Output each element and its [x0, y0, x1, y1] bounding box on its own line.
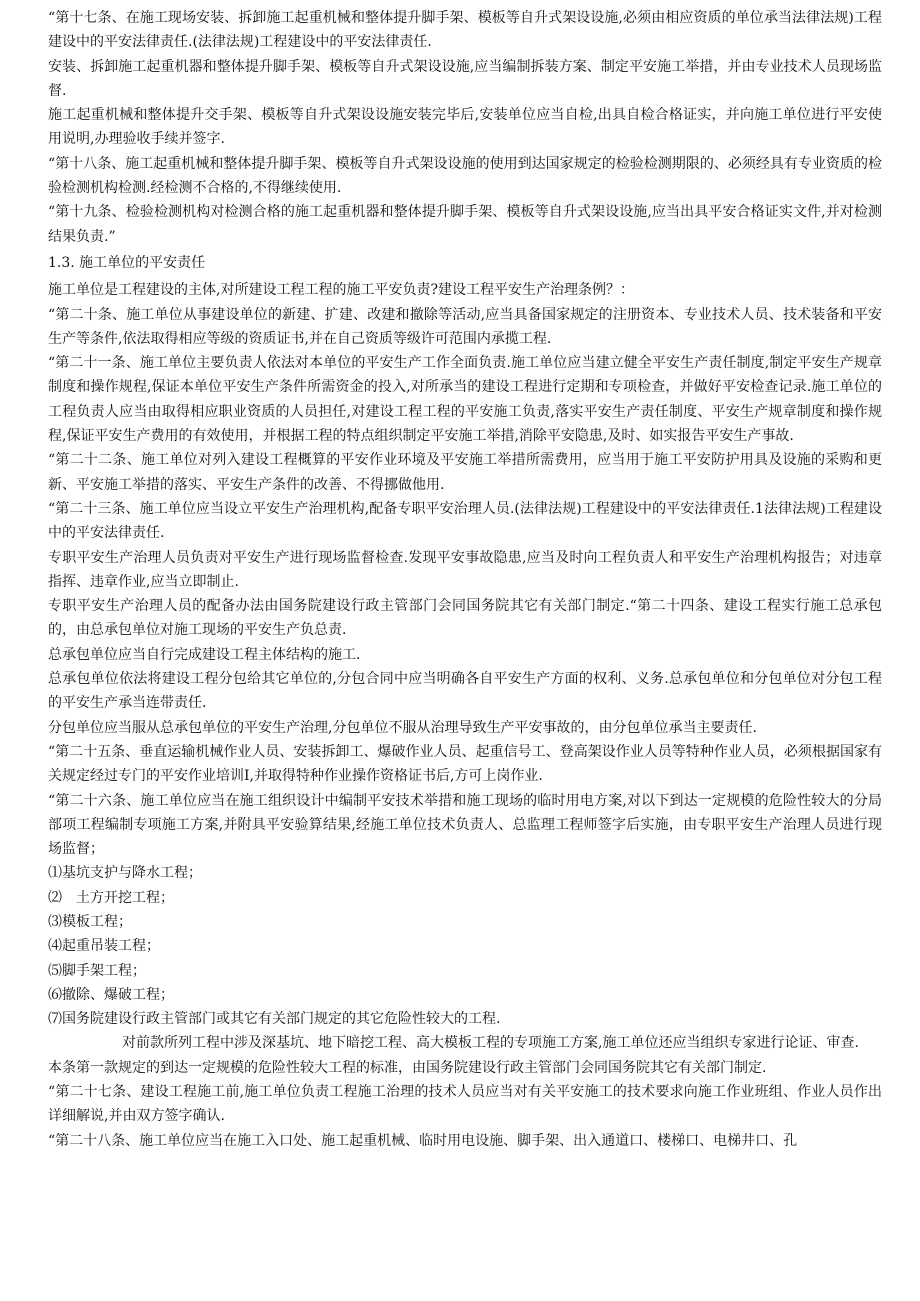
- paragraph: 总承包单位依法将建设工程分包给其它单位的,分包合同中应当明确各自平安生产方面的权利、义务.总承包单位和分包单位对分包工程的平安生产承当连带责任.: [48, 671, 882, 712]
- list-item: ⑴基坑支护与降水工程；: [48, 865, 202, 882]
- paragraph: “第二十五条、垂直运输机械作业人员、安装拆卸工、爆破作业人员、起重信号工、登高架设作业人员等特种作业人员，必须根据国家有关规定经过专门的平安作业培训Ⅰ,并取得特种作业操作资格证书后,方可上岗作业.: [48, 743, 882, 785]
- list-item: ⑺国务院建设行政主管部门或其它有关部门规定的其它危险性较大的工程.: [48, 1011, 501, 1028]
- paragraph: 专职平安生产治理人员的配备办法由国务院建设行政主管部门会同国务院其它有关部门制定.“第二十四条、建设工程实行施工总承包的，由总承包单位对施工现场的平安生产负总责.: [48, 598, 882, 639]
- paragraph: 专职平安生产治理人员负责对平安生产进行现场监督检查.发现平安事故隐患,应当及时向工程负责人和平安生产治理机构报告；对违章指挥、违章作业,应当立即制止.: [48, 549, 882, 590]
- list-item: ⑸脚手架工程；: [48, 962, 146, 979]
- paragraph: “第二十二条、施工单位对列入建设工程概算的平安作业环境及平安施工举措所需费用，应当用于施工平安防护用具及设施的采购和更新、平安施工举措的落实、平安生产条件的改善、不得挪做他用.: [48, 452, 882, 493]
- paragraph: “第十七条、在施工现场安装、拆卸施工起重机械和整体提升脚手架、模板等自升式架设设施,必须由相应资质的单位承当法律法规)工程建设中的平安法律责任.(法律法规)工程建设中的平安法律责任.: [48, 10, 882, 51]
- paragraph: 施工起重机械和整体提升交手架、模板等自升式架设设施安装完毕后,安装单位应当自检,出具自检合格证实，并向施工单位进行平安使用说明,办理验收手续并签字.: [48, 107, 882, 148]
- list-item: ⑷起重吊装工程；: [48, 938, 160, 955]
- paragraph: “第十九条、检验检测机构对检测合格的施工起重机器和整体提升脚手架、模板等自升式架设设施,应当出具平安合格证实文件,并对检测结果负责.”: [48, 204, 882, 245]
- list-item: ⑵ 土方开挖工程；: [48, 889, 174, 906]
- paragraph: 总承包单位应当自行完成建设工程主体结构的施工.: [48, 646, 361, 663]
- paragraph: 对前款所列工程中涉及深基坑、地下暗挖工程、高大模板工程的专项施工方案,施工单位还应当组织专家进行论证、审查.: [122, 1035, 859, 1052]
- paragraph: 施工单位是工程建设的主体,对所建设工程工程的施工平安负责?建设工程平安生产治理条例？：: [48, 282, 634, 299]
- list-item: ⑹撤除、爆破工程；: [48, 986, 174, 1003]
- paragraph: 本条第一款规定的到达一定规模的危险性较大工程的标准，由国务院建设行政主管部门会同国务院其它有关部门制定.: [48, 1059, 767, 1076]
- paragraph: “第十八条、施工起重机械和整体提升脚手架、模板等自升式架设设施的使用到达国家规定的检验检测期限的、必须经具有专业资质的检验检测机构检测.经检测不合格的,不得继续使用.: [48, 155, 882, 197]
- paragraph: “第二十条、施工单位从事建设单位的新建、扩建、改建和撤除等活动,应当具备国家规定的注册资本、专业技术人员、技术装备和平安生产等条件,依法取得相应等级的资质证书,并在自己资质等级许可范围内承揽工程.: [48, 306, 882, 347]
- paragraph: 安装、拆卸施工起重机器和整体提升脚手架、模板等自升式架设设施,应当编制拆装方案、制定平安施工举措，并由专业技术人员现场监督.: [48, 58, 882, 99]
- paragraph: “第二十一条、施工单位主要负责人依法对本单位的平安生产工作全面负责.施工单位应当建立健全平安生产责任制度,制定平安生产规章制度和操作规程,保证本单位平安生产条件所需资金的投入,对所承当的建设工程进行定期和专项检查，并做好平安检查记录.施工单位的工程负责人应当由取得相应职业资质的人员担任,对建设工程工程的平安施工负责,落实平安生产责任制度、平安生产规章制度和操作规程,保证平安生产费用的有效使用，并根据工程的特点组织制定平安施工举措,消除平安隐患,及时、如实报告平安生产事故.: [48, 355, 882, 445]
- paragraph: “第二十三条、施工单位应当设立平安生产治理机构,配备专职平安治理人员.(法律法规)工程建设中的平安法律责任.1法律法规)工程建设中的平安法律责任.: [48, 500, 882, 542]
- paragraph: “第二十七条、建设工程施工前,施工单位负责工程施工治理的技术人员应当对有关平安施工的技术要求向施工作业班组、作业人员作出详细解说,并由双方签字确认.: [48, 1084, 882, 1125]
- list-item: ⑶模板工程；: [48, 913, 132, 930]
- paragraph: 分包单位应当服从总承包单位的平安生产治理,分包单位不服从治理导致生产平安事故的，由分包单位承当主要责任.: [48, 719, 757, 736]
- paragraph: “第二十八条、施工单位应当在施工入口处、施工起重机械、临时用电设施、脚手架、出入通道口、楼梯口、电梯井口、孔: [48, 1132, 798, 1149]
- section-heading: 1.3. 施工单位的平安责任: [48, 254, 206, 271]
- paragraph: “第二十六条、施工单位应当在施工组织设计中编制平安技术举措和施工现场的临时用电方案,对以下到达一定规模的危险性较大的分局部项工程编制专项施工方案,并附具平安验算结果,经施工单位技术负责人、总监理工程师签字后实施，由专职平安生产治理人员进行现场监督；: [48, 792, 882, 858]
